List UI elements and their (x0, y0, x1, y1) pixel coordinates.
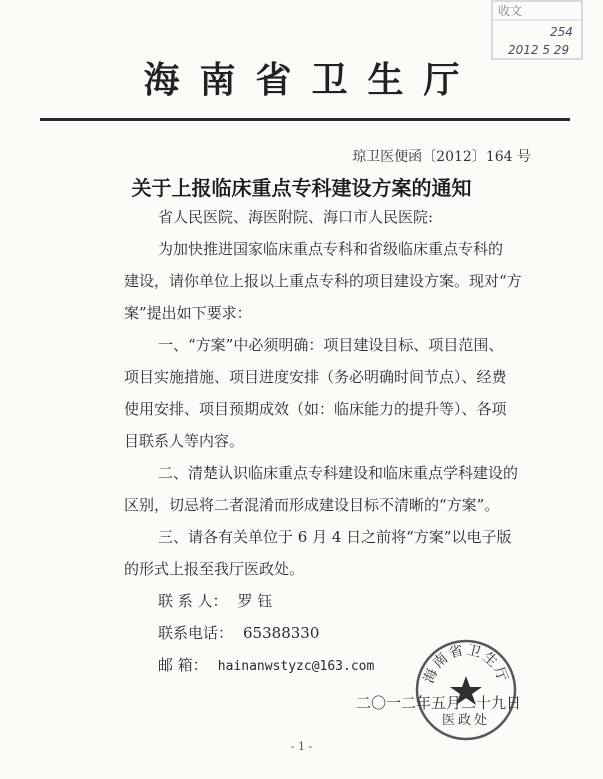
contact-phone-label: 联系电话： (158, 624, 234, 642)
contact-person-label: 联 系 人： (158, 592, 228, 610)
body-line: 区别，切忌将二者混淆而形成建设目标不清晰的“方案”。 (124, 496, 500, 514)
document-title: 关于上报临床重点专科建设方案的通知 (131, 176, 472, 200)
body-line: 三、请各有关单位于 6 月 4 日之前将“方案”以电子版 (158, 528, 512, 546)
contact-person-value: 罗 钰 (237, 592, 273, 610)
issue-date: 二〇一二年五月二十九日 (356, 694, 522, 712)
body-line: 二、清楚认识临床重点专科建设和临床重点学科建设的 (158, 464, 519, 482)
official-seal (414, 638, 518, 742)
body-line: 为加快推进国家临床重点专科和省级临床重点专科的 (158, 240, 504, 258)
contact-phone (158, 622, 319, 643)
stamp-line3: 2012 5 29 (508, 43, 570, 57)
seal-org-text: 海南省卫生厅 (421, 642, 511, 686)
recipients-line: 省人民医院、海医附院、海口市人民医院: (158, 208, 434, 226)
header-title: 海南省卫生厅 (143, 59, 480, 101)
body-line: 一、“方案”中必须明确：项目建设目标、项目范围、 (158, 336, 504, 354)
body-line: 案”提出如下要求： (124, 304, 252, 322)
body-line: 项目实施措施、项目进度安排（务必明确时间节点）、经费 (124, 368, 507, 386)
contact-person (158, 590, 272, 611)
document-number: 琼卫医便函〔2012〕164 号 (352, 149, 531, 165)
stamp-line2: 254 (550, 25, 573, 39)
body-line: 建设，请你单位上报以上重点专科的项目建设方案。现对“方 (124, 272, 522, 290)
header-divider (40, 118, 570, 121)
seal-dept-text: 医政处 (441, 713, 491, 728)
body-line: 的形式上报至我厅医政处。 (124, 560, 305, 578)
contact-phone-value: 65388330 (243, 624, 320, 642)
contact-email (158, 654, 374, 675)
stamp-line1: 收文 (498, 4, 523, 18)
body-line: 目联系人等内容。 (124, 432, 245, 450)
contact-email-label: 邮 箱： (158, 656, 208, 674)
contact-email-value: hainanwstyzc@163.com (217, 659, 375, 674)
body-line: 使用安排、项目预期成效（如：临床能力的提升等）、各项 (124, 400, 507, 418)
page-number: - 1 - (290, 740, 313, 753)
